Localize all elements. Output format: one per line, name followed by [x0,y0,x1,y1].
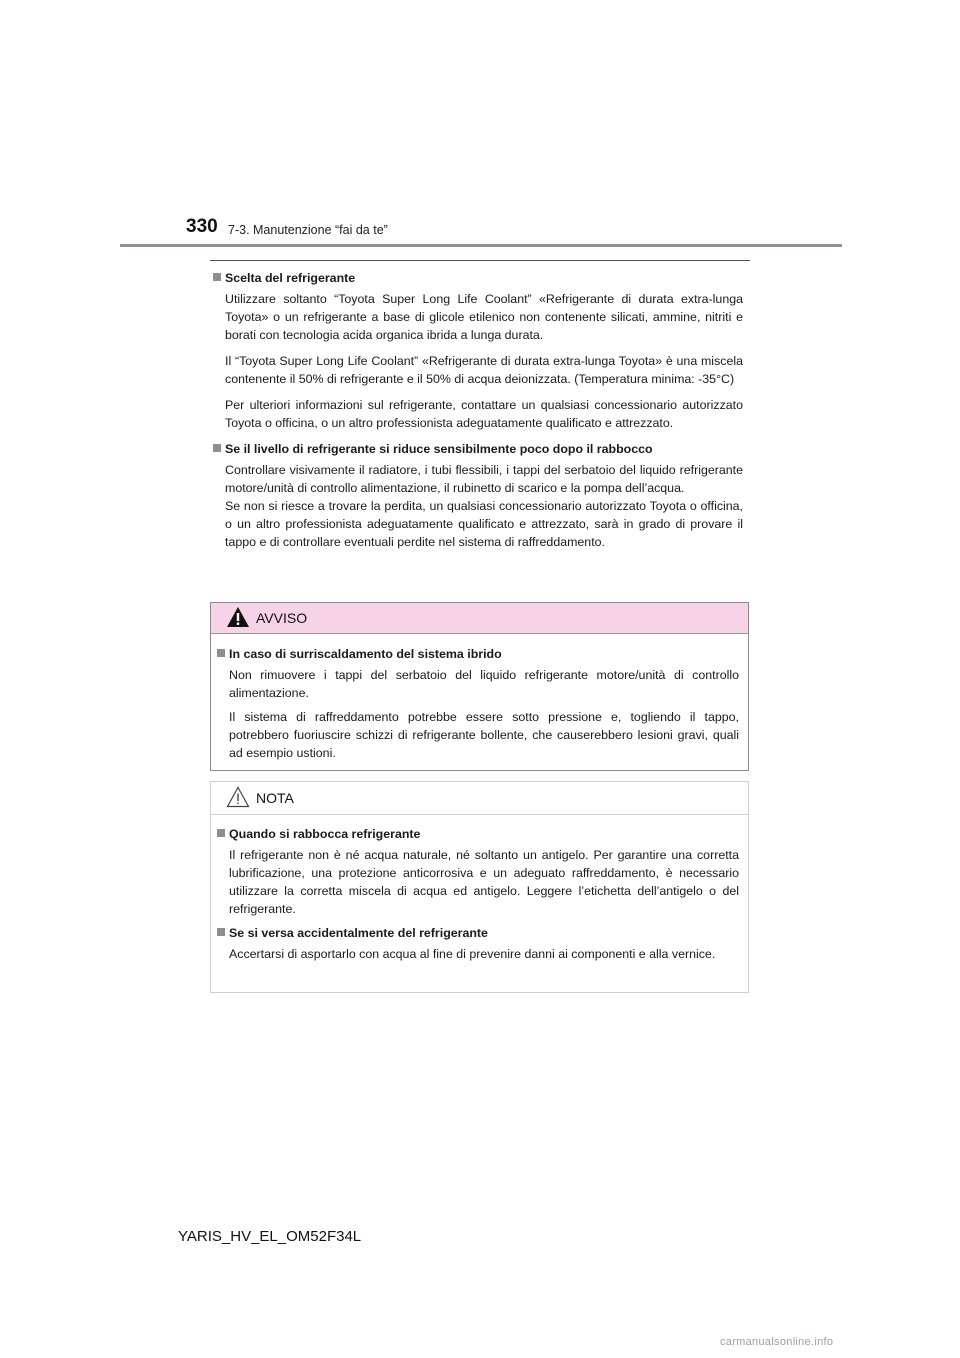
section-title [213,269,743,287]
note-body [217,825,739,969]
document-code: YARIS_HV_EL_OM52F34L [178,1228,362,1245]
note-header [211,782,748,815]
paragraph: Utilizzare soltanto “Toyota Super Long Life Coolant” «Refrigerante di durata extra-lunga Toyota» o un refrigerante a base di glicole etilenico non contenente silicati, ammine, nitriti e borati con tecnologia acida organica ibrida a lunga durata. [225,292,743,342]
section-title-text: Scelta del refrigerante [225,271,356,285]
section-coolant-choice [213,269,743,432]
section-title-text: Se il livello di refrigerante si riduce sensibilmente poco dopo il rabbocco [225,442,653,456]
warning-triangle-icon [226,606,250,628]
paragraph: Controllare visivamente il radiatore, i tubi flessibili, i tappi del serbatoio del liquido refrigerante motore/unità di controllo alimentazione, il rubinetto di scarico e la pompa dell’acqua. [225,463,743,495]
warning-box [210,602,749,771]
watermark: carmanualsonline.info [720,1336,834,1348]
warning-title-text: In caso di surriscaldamento del sistema ibrido [229,647,502,661]
paragraph: Il refrigerante non è né acqua naturale, né soltanto un antigelo. Per garantire una corretta lubrificazione, una protezione anticorrosiva e un adeguato raffreddamento, è necessario utilizzare la corretta miscela di acqua ed antigelo. Leggere l’etichetta dell’antigelo o del refrigerante. [229,848,739,916]
square-bullet-icon [217,649,225,657]
paragraph: Per ulteriori informazioni sul refrigerante, contattare un qualsiasi concessionario autorizzato Toyota o officina, o un altro professionista adeguatamente qualificato e attrezzato. [225,398,743,430]
note-item-title-text: Se si versa accidentalmente del refrigerante [229,926,488,940]
note-item-title [217,825,739,843]
main-content [213,269,743,559]
square-bullet-icon [213,273,221,281]
square-bullet-icon [217,928,225,936]
warning-body [217,645,739,768]
note-box [210,781,749,993]
section-coolant-drop [213,440,743,551]
warning-title [217,645,739,663]
section-header: 7-3. Manutenzione “fai da te” [228,223,388,237]
warning-label: AVVISO [256,610,308,626]
section-title [213,440,743,458]
note-label: NOTA [256,790,294,806]
content-top-rule [210,260,750,261]
paragraph: Se non si riesce a trovare la perdita, un qualsiasi concessionario autorizzato Toyota o officina, o un altro professionista adeguatamente qualificato e attrezzato, sarà in grado di provare il tappo e di controllare eventuali perdite nel sistema di raffreddamento. [225,499,743,549]
paragraph: Il sistema di raffreddamento potrebbe essere sotto pressione e, togliendo il tappo, potrebbero fuoriuscire schizzi di refrigerante bollente, che causerebbero lesioni gravi, quali ad esempio ustioni. [229,710,739,760]
square-bullet-icon [213,444,221,452]
note-item-title-text: Quando si rabbocca refrigerante [229,827,421,841]
paragraph: Accertarsi di asportarlo con acqua al fine di prevenire danni ai componenti e alla vernice. [229,947,716,961]
warning-header [211,603,748,634]
paragraph: Non rimuovere i tappi del serbatoio del liquido refrigerante motore/unità di controllo alimentazione. [229,668,739,700]
paragraph: Il “Toyota Super Long Life Coolant” «Refrigerante di durata extra-lunga Toyota» è una miscela contenente il 50% di refrigerante e il 50% di acqua deionizzata. (Temperatura minima: -35°C) [225,354,743,386]
note-item-title [217,924,739,942]
square-bullet-icon [217,829,225,837]
header-rule [120,244,842,247]
page-number: 330 [186,216,218,237]
caution-outline-icon [226,786,250,808]
